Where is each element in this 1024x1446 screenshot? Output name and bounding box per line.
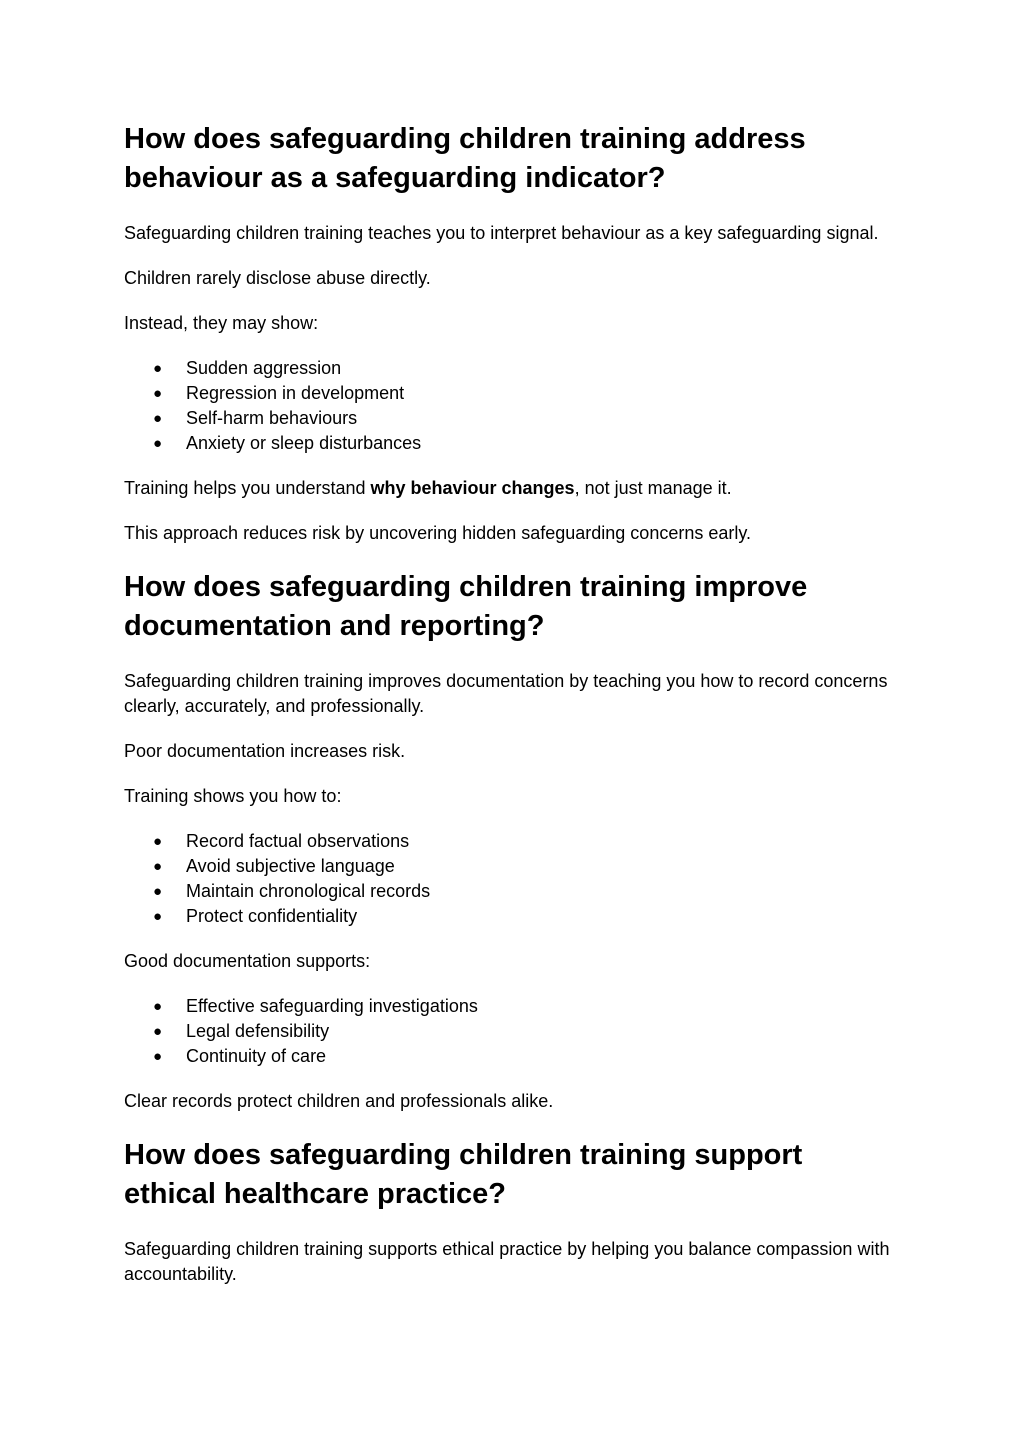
bullet-icon: ●: [153, 410, 163, 427]
heading-ethical-practice: How does safeguarding children training support ethical healthcare practice?: [124, 1139, 803, 1210]
bullet-icon: ●: [153, 1023, 163, 1040]
list-item: ● Maintain chronological records: [124, 879, 904, 904]
list-item: ● Effective safeguarding investigations: [124, 994, 904, 1019]
bullet-icon: ●: [153, 385, 163, 402]
list-item: ● Sudden aggression: [124, 356, 904, 381]
list-item: ● Self-harm behaviours: [124, 406, 904, 431]
bold-phrase: why behaviour changes: [370, 478, 575, 498]
list-item: ● Record factual observations: [124, 829, 904, 854]
paragraph: Clear records protect children and professionals alike.: [124, 1091, 554, 1111]
bullet-list: [124, 829, 904, 929]
bullet-icon: ●: [153, 360, 163, 377]
bullet-icon: ●: [153, 833, 163, 850]
bullet-list: [124, 994, 904, 1069]
paragraph: Safeguarding children training supports ethical practice by helping you balance compassion with accountability.: [124, 1239, 890, 1284]
list-item: ● Avoid subjective language: [124, 854, 904, 879]
bullet-icon: ●: [153, 1048, 163, 1065]
list-item: ● Legal defensibility: [124, 1019, 904, 1044]
list-item: ● Regression in development: [124, 381, 904, 406]
bullet-icon: ●: [153, 883, 163, 900]
paragraph: Instead, they may show:: [124, 313, 319, 333]
bullet-icon: ●: [153, 998, 163, 1015]
paragraph: Training helps you understand why behaviour changes, not just manage it.: [124, 478, 732, 498]
list-item: ● Continuity of care: [124, 1044, 904, 1069]
paragraph: Poor documentation increases risk.: [124, 741, 406, 761]
bullet-icon: ●: [153, 858, 163, 875]
section-behaviour: [124, 120, 904, 546]
paragraph: Safeguarding children training improves documentation by teaching you how to record concerns clearly, accurately, and professionally.: [124, 671, 888, 716]
bullet-list: [124, 356, 904, 456]
heading-behaviour: How does safeguarding children training address behaviour as a safeguarding indicator?: [124, 123, 806, 194]
paragraph: Children rarely disclose abuse directly.: [124, 268, 431, 288]
paragraph: Good documentation supports:: [124, 951, 371, 971]
paragraph: Safeguarding children training teaches you to interpret behaviour as a key safeguarding signal.: [124, 223, 879, 243]
list-item: ● Anxiety or sleep disturbances: [124, 431, 904, 456]
section-documentation: [124, 568, 904, 1114]
heading-documentation: How does safeguarding children training improve documentation and reporting?: [124, 571, 808, 642]
paragraph: This approach reduces risk by uncovering hidden safeguarding concerns early.: [124, 523, 752, 543]
section-ethical-practice: [124, 1136, 904, 1287]
document-page: [124, 120, 904, 1287]
paragraph: Training shows you how to:: [124, 786, 342, 806]
bullet-icon: ●: [153, 908, 163, 925]
list-item: ● Protect confidentiality: [124, 904, 904, 929]
bullet-icon: ●: [153, 435, 163, 452]
